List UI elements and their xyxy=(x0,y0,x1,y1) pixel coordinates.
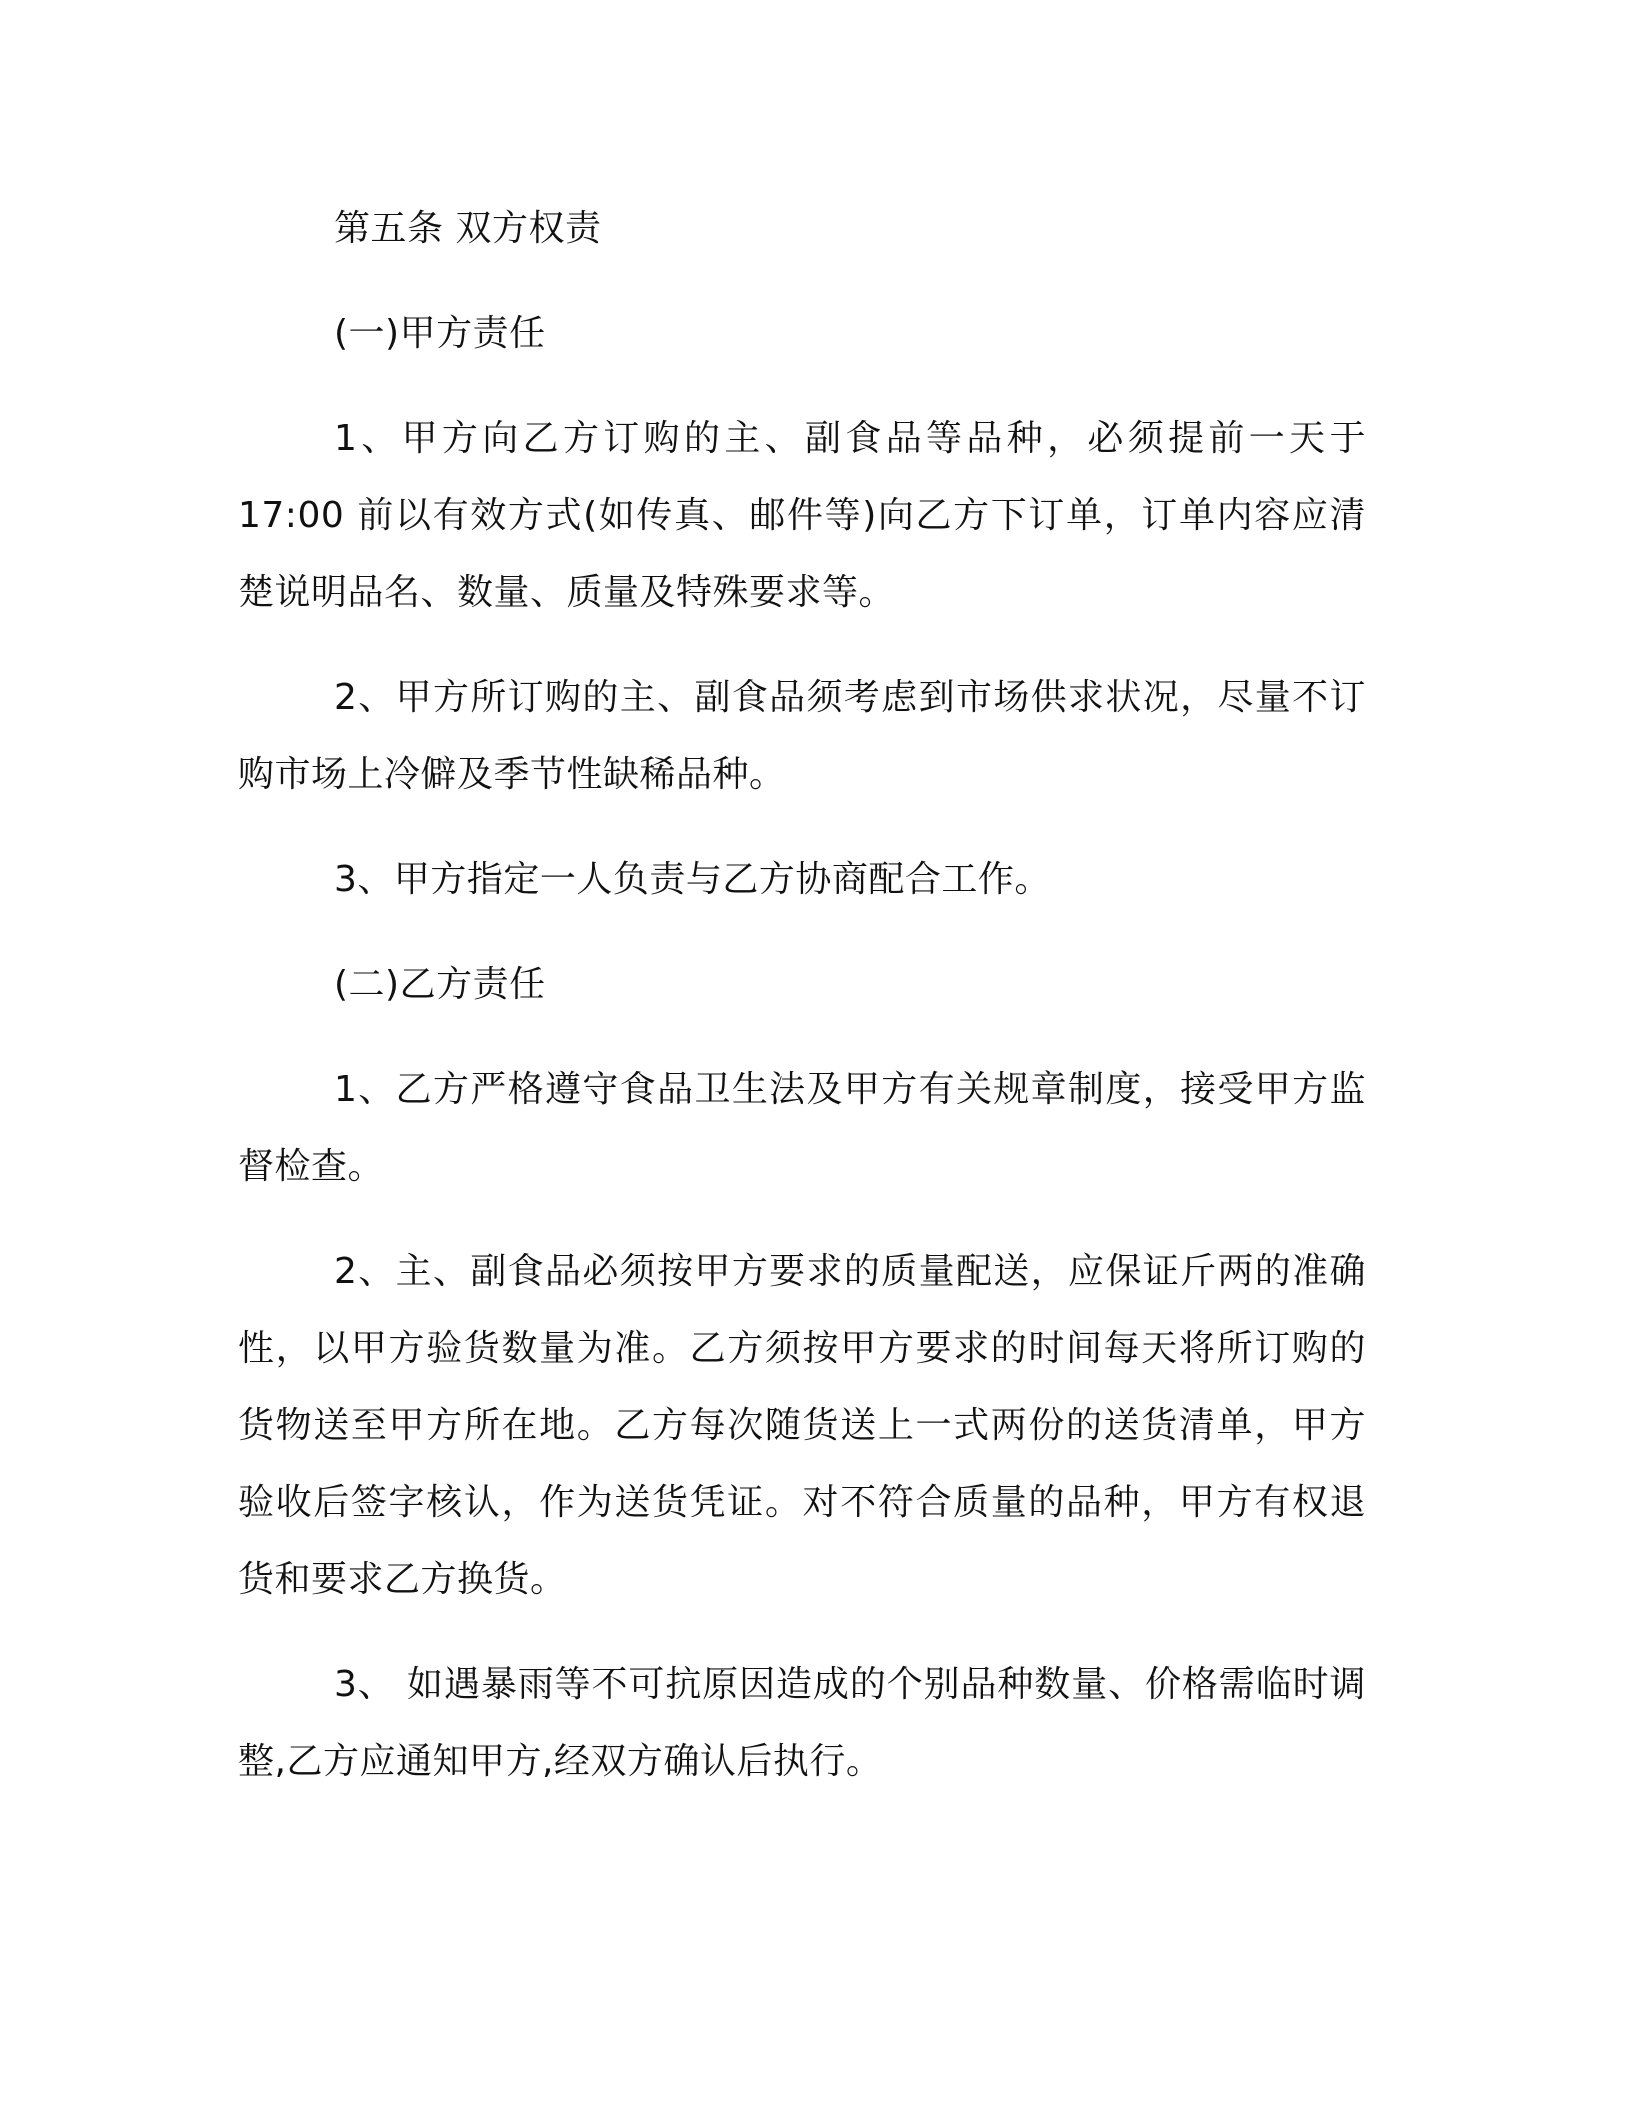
document-page xyxy=(238,190,1366,1800)
party-a-item-1: 1、甲方向乙方订购的主、副食品等品种，必须提前一天于 17:00 前以有效方式(如传真、邮件等)向乙方下订单，订单内容应清楚说明品名、数量、质量及特殊要求等。 xyxy=(238,418,1366,613)
party-a-heading: (一)甲方责任 xyxy=(334,313,546,354)
party-b-item-1: 1、乙方严格遵守食品卫生法及甲方有关规章制度，接受甲方监督检查。 xyxy=(238,1069,1366,1187)
article-title: 第五条 双方权责 xyxy=(334,208,602,249)
party-b-heading: (二)乙方责任 xyxy=(334,964,546,1005)
party-b-item-3: 3、 如遇暴雨等不可抗原因造成的个别品种数量、价格需临时调整,乙方应通知甲方,经双方确认后执行。 xyxy=(238,1664,1366,1782)
party-b-item-2: 2、主、副食品必须按甲方要求的质量配送，应保证斤两的准确性，以甲方验货数量为准。乙方须按甲方要求的时间每天将所订购的货物送至甲方所在地。乙方每次随货送上一式两份的送货清单，甲方验收后签字核认，作为送货凭证。对不符合质量的品种，甲方有权退货和要求乙方换货。 xyxy=(238,1251,1366,1600)
party-a-item-2: 2、甲方所订购的主、副食品须考虑到市场供求状况，尽量不订购市场上冷僻及季节性缺稀品种。 xyxy=(238,677,1366,795)
party-a-item-3: 3、甲方指定一人负责与乙方协商配合工作。 xyxy=(334,859,1051,900)
